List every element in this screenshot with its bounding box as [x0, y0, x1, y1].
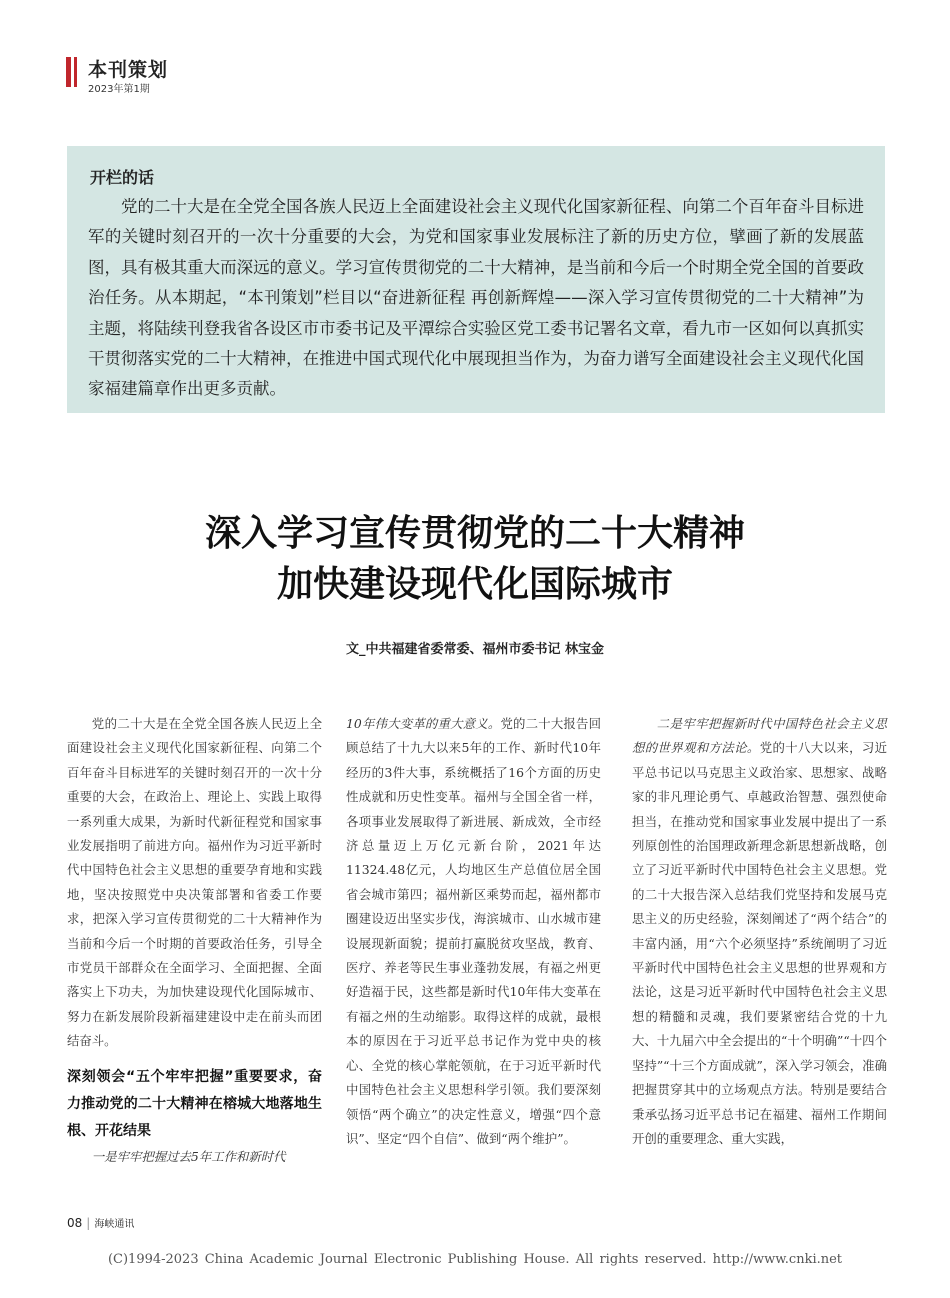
- intro-text: 党的二十大是在全党全国各族人民迈上全面建设社会主义现代化国家新征程、向第二个百年奋斗目标进军的关键时刻召开的一次十分重要的大会，为党和国家事业发展标注了新的历史方位，擘画了新的发展蓝图，具有极其重大而深远的意义。学习宣传贯彻党的二十大精神，是当前和今后一个时期全党全国的首要政治任务。从本期起，“本刊策划”栏目以“奋进新征程 再创新辉煌——深入学习宣传贯彻党的二十大精神”为主题，将陆续刊登我省各设区市市委书记及平潭综合实验区党工委书记署名文章，看九市一区如何以真抓实干贯彻落实党的二十大精神，在推进中国式现代化中展现担当作为，为奋力谱写全面建设社会主义现代化国家福建篇章作出更多贡献。: [88, 197, 864, 399]
- magazine-name: 海峡通讯: [94, 1219, 135, 1230]
- paragraph: 党的二十大是在全党全国各族人民迈上全面建设社会主义现代化国家新征程、向第二个百年奋斗目标进军的关键时刻召开的一次十分重要的大会，在政治上、理论上、实践上取得一系列重大成果，为新时代新征程党和国家事业发展指明了前进方向。福州作为习近平新时代中国特色社会主义思想的重要孕育地和实践地，坚决按照党中央决策部署和省委工作要求，把深入学习宣传贯彻党的二十大精神作为当前和今后一个时期的首要政治任务，引导全市党员干部群众在全面学习、全面把握、全面落实上下功夫，为加快建设现代化国际城市、努力在新发展阶段新福建建设中走在前头而团结奋斗。: [67, 716, 322, 1049]
- copyright-notice: (C)1994-2023 China Academic Journal Electronic Publishing House. All rights reserved. http://www.cnki.net: [107, 1252, 843, 1267]
- article-column-1: [67, 712, 322, 1169]
- header-accent-bar-thin: [74, 57, 77, 87]
- subheading: 深刻领会“五个牢牢把握”重要要求，奋力推动党的二十大精神在榕城大地落地生根、开花结果: [67, 1068, 322, 1139]
- section-title: 本刊策划: [88, 59, 169, 81]
- article-title-line-1: 深入学习宣传贯彻党的二十大精神: [204, 513, 745, 554]
- issue-label: 2023年第1期: [88, 84, 150, 95]
- article-column-2: [346, 712, 601, 1151]
- footer-separator: |: [86, 1216, 91, 1230]
- paragraph-body: 党的二十大报告回顾总结了十九大以来5年的工作、新时代10年经历的3件大事，系统概括了16个方面的历史性成就和历史性变革。福州与全国全省一样，各项事业发展取得了新进展、新成效，全市经济总量迈上万亿元新台阶，2021年达11324.48亿元，人均地区生产总值位居全国省会城市第四；福州新区乘势而起，福州都市圈建设迈出坚实步伐，海滨城市、山水城市建设展现新面貌；提前打赢脱贫攻坚战，教育、医疗、养老等民生事业蓬勃发展，有福之州更好造福于民，这些都是新时代10年伟大变革在有福之州的生动缩影。取得这样的成就，最根本的原因在于习近平总书记作为党中央的核心、全党的核心掌舵领航，在于习近平新时代中国特色社会主义思想科学引领。我们要深刻领悟“两个确立”的决定性意义，增强“四个意识”、坚定“四个自信”、做到“两个维护”。: [346, 716, 601, 1146]
- intro-title: 开栏的话: [90, 168, 155, 187]
- page-footer: [67, 1215, 134, 1230]
- paragraph: 一是牢牢把握过去5年工作和新时代: [91, 1148, 286, 1164]
- header-accent-bar: [66, 57, 71, 87]
- article-column-3: [632, 712, 887, 1151]
- byline: 文_中共福建省委常委、福州市委书记 林宝金: [345, 642, 605, 657]
- paragraph: [632, 712, 887, 1151]
- paragraph-lead: 10年伟大变革的重大意义。: [346, 716, 501, 731]
- article-title: [0, 508, 950, 610]
- paragraph-lead: 二是牢牢把握新时代中国特色社会主义思想的世界观和方法论。: [632, 716, 887, 756]
- paragraph-body: 党的十八大以来，习近平总书记以马克思主义政治家、思想家、战略家的非凡理论勇气、卓越政治智慧、强烈使命担当，在推动党和国家事业发展中提出了一系列原创性的治国理政新理念新思想新战略，创立了习近平新时代中国特色社会主义思想。党的二十大报告深入总结我们党坚持和发展马克思主义的历史经验，深刻阐述了“两个结合”的丰富内涵，用“六个必须坚持”系统阐明了习近平新时代中国特色社会主义思想的世界观和方法论，这是习近平新时代中国特色社会主义思想的精髓和灵魂，我们要紧密结合党的十九大、十九届六中全会提出的“十个明确”“十四个坚持”“十三个方面成就”，深入学习领会，准确把握贯穿其中的立场观点方法。特别是要结合秉承弘扬习近平总书记在福建、福州工作期间开创的重要理念、重大实践，: [632, 740, 888, 1146]
- paragraph: [346, 712, 601, 1151]
- article-title-line-2: 加快建设现代化国际城市: [276, 564, 673, 605]
- page-number: 08: [67, 1216, 83, 1230]
